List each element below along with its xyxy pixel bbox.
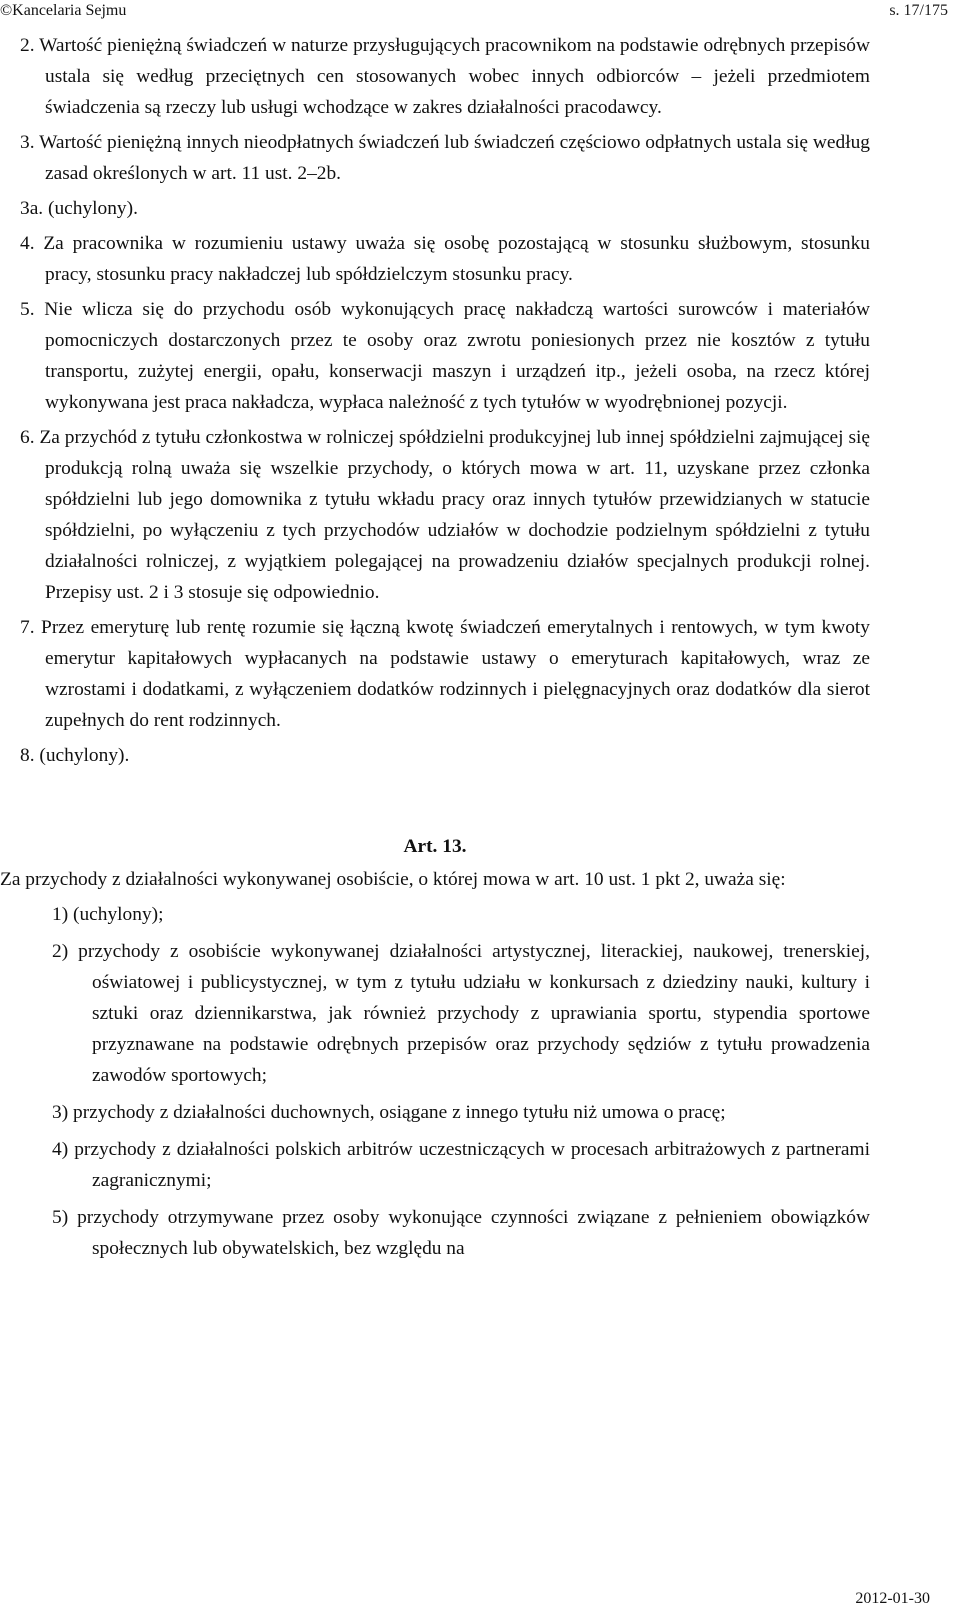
article-title: Art. 13. (403, 836, 467, 857)
point-text: (uchylony); (73, 904, 164, 925)
footer-date: 2012-01-30 (855, 1590, 930, 1607)
paragraph-5: 5. Nie wlicza się do przychodu osób wykonujących pracę nakładczą wartości surowców i materiałów pomocniczych dostarczonych przez te osoby oraz zwrotu poniesionych przez nie kosztów z tytułu transportu, zużytej energii, opału, konserwacji maszyn i urządzeń itp., jeżeli osoba, na rzecz której wykonywana jest praca nakładcza, wypłaca należność z tych tytułów w wyodrębnionej pozycji. (20, 299, 870, 413)
point-label: 1) (52, 904, 69, 925)
paragraph-3: 3. Wartość pieniężną innych nieodpłatnych świadczeń lub świadczeń częściowo odpłatnych ustala się według zasad określonych w art. 11 ust. 2–2b. (20, 132, 870, 184)
document-body (0, 30, 870, 1270)
paragraph-4: 4. Za pracownika w rozumieniu ustawy uważa się osobę pozostającą w stosunku służbowym, stosunku pracy, stosunku pracy nakładczej lub spółdzielczym stosunku pracy. (20, 233, 870, 285)
point-text: przychody z działalności duchownych, osiągane z innego tytułu niż umowa o pracę; (73, 1102, 726, 1123)
point-label: 5) (52, 1207, 69, 1228)
article-point-2 (0, 936, 870, 1091)
article-intro: Za przychody z działalności wykonywanej osobiście, o której mowa w art. 10 ust. 1 pkt 2, uważa się: (0, 869, 786, 890)
point-label: 3) (52, 1102, 69, 1123)
paragraph-2: 2. Wartość pieniężną świadczeń w naturze przysługujących pracownikom na podstawie odrębnych przepisów ustala się według przeciętnych cen stosowanych wobec innych odbiorców – jeżeli przedmiotem świadczenia są rzeczy lub usługi wchodzące w zakres działalności pracodawcy. (20, 35, 870, 118)
point-label: 4) (52, 1139, 69, 1160)
article-point-5 (0, 1202, 870, 1264)
paragraph-6: 6. Za przychód z tytułu członkostwa w rolniczej spółdzielni produkcyjnej lub innej spółdzielni zajmującej się produkcją rolną uważa się wszelkie przychody, o których mowa w art. 11, uzyskane przez członka spółdzielni lub jego domownika z tytułu wkładu pracy oraz innych tytułów przewidzianych w statucie spółdzielni, po wyłączeniu z tych przychodów udziałów w dochodzie podzielnym spółdzielni z tytułu działalności rolniczej, z wyjątkiem polegającej na prowadzeniu działów specjalnych produkcji rolnej. Przepisy ust. 2 i 3 stosuje się odpowiednio. (20, 427, 870, 603)
point-label: 2) (52, 941, 69, 962)
paragraph-7: 7. Przez emeryturę lub rentę rozumie się łączną kwotę świadczeń emerytalnych i rentowych, w tym kwoty emerytur kapitałowych wypłacanych na podstawie ustawy o emeryturach kapitałowych, wraz ze wzrostami i dodatkami, z wyłączeniem dodatków rodzinnych i pielęgnacyjnych oraz dodatków dla sierot zupełnych do rent rodzinnych. (20, 617, 870, 731)
paragraph-3a: 3a. (uchylony). (20, 198, 138, 219)
article-point-1 (0, 899, 870, 930)
header-page-number: s. 17/175 (889, 2, 948, 19)
point-text: przychody z osobiście wykonywanej działalności artystycznej, literackiej, naukowej, trenerskiej, oświatowej i publicystycznej, w tym z tytułu udziału w konkursach z dziedziny nauki, kultury i sztuki oraz dziennikarstwa, jak również przychody z uprawiania sportu, stypendia sportowe przyznawane na podstawie odrębnych przepisów oraz przychody sędziów z tytułu prowadzenia zawodów sportowych; (78, 941, 870, 1086)
article-point-4 (0, 1134, 870, 1196)
point-text: przychody z działalności polskich arbitrów uczestniczących w procesach arbitrażowych z partnerami zagranicznymi; (74, 1139, 870, 1191)
header-copyright: ©Kancelaria Sejmu (0, 2, 127, 19)
paragraph-8: 8. (uchylony). (20, 745, 130, 766)
point-text: przychody otrzymywane przez osoby wykonujące czynności związane z pełnieniem obowiązków społecznych lub obywatelskich, bez względu na (77, 1207, 870, 1259)
article-point-3 (0, 1097, 870, 1128)
